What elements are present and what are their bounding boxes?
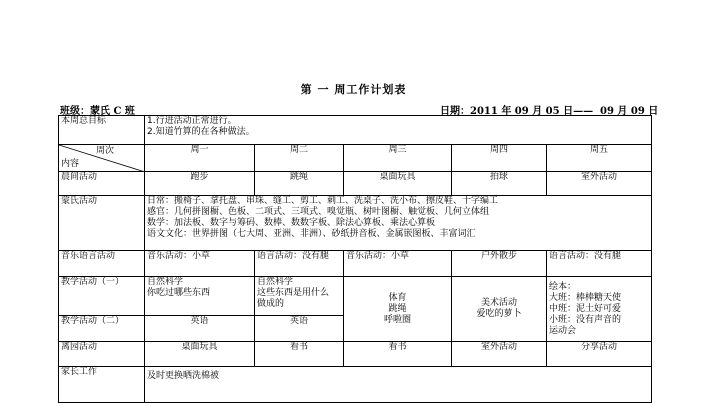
edu-wed-line: 体育 bbox=[388, 292, 407, 303]
music-label: 音乐语言活动 bbox=[59, 251, 145, 277]
music-row bbox=[59, 251, 652, 277]
day-wed: 周三 bbox=[344, 145, 452, 172]
edu1-tue-line: 自然科学 bbox=[257, 277, 294, 287]
parent-row bbox=[59, 367, 652, 403]
edu-wed-line: 跳绳 bbox=[388, 303, 407, 314]
leave-mon: 桌面玩具 bbox=[145, 342, 255, 367]
edu1-row bbox=[59, 277, 652, 316]
edu-thu-line: 美术活动 bbox=[480, 298, 517, 308]
parent-content: 及时更换晒洗棉被 bbox=[145, 367, 652, 403]
montessori-line: 语文文化：世界拼图（七大周、亚洲、非洲）、砂纸拼音板、金属嵌图板、丰富词汇 bbox=[147, 229, 476, 239]
morning-thu: 拍球 bbox=[452, 172, 547, 196]
day-tue: 周二 bbox=[255, 145, 344, 172]
edu2-label: 教学活动（二） bbox=[59, 316, 145, 342]
morning-label: 晨间活动 bbox=[59, 172, 145, 196]
leave-fri: 分享活动 bbox=[547, 342, 652, 367]
class-label: 班级：蒙氏 C 班 bbox=[60, 106, 135, 117]
page-title: 第 一 周工作计划表 bbox=[300, 83, 407, 96]
leave-tue: 看书 bbox=[255, 342, 344, 367]
edu-fri-line: 中班：泥土好可爱 bbox=[549, 303, 622, 314]
diag-bottom-label: 内容 bbox=[61, 159, 80, 169]
goal-content bbox=[145, 116, 652, 145]
edu-wed-line: 呼啦圈 bbox=[383, 314, 411, 325]
goal-item-1: 1.行进活动正常进行。 bbox=[147, 116, 237, 126]
goal-label: 本周总目标 bbox=[59, 116, 145, 145]
goal-row bbox=[59, 116, 652, 145]
edu-fri-line: 运动会 bbox=[549, 325, 577, 336]
edu-wed bbox=[344, 277, 452, 342]
edu1-tue bbox=[255, 277, 344, 316]
diag-top-label: 周次 bbox=[95, 146, 114, 156]
edu1-mon-line: 你吃过哪些东西 bbox=[147, 288, 211, 298]
edu-fri bbox=[547, 277, 652, 342]
parent-label: 家长工作 bbox=[59, 367, 145, 403]
music-wed: 音乐活动：小草 bbox=[344, 251, 452, 277]
morning-mon: 跑步 bbox=[145, 172, 255, 196]
edu2-mon: 英语 bbox=[145, 316, 255, 342]
morning-row bbox=[59, 172, 652, 196]
edu1-tue-line: 做成的 bbox=[257, 299, 285, 309]
header-row bbox=[59, 145, 652, 172]
edu1-mon-line: 自然科学 bbox=[147, 277, 184, 287]
edu-thu-line: 爱吃的萝卜 bbox=[476, 309, 522, 319]
montessori-line: 日常：搬椅子、拿托盘、串珠、缝工、剪工、刺工、洗桌子、洗小布、擦皮鞋、十字编工 bbox=[147, 196, 499, 206]
edu-fri-line: 小班：没有声音的 bbox=[549, 314, 622, 325]
montessori-line: 数学：加法板、数字与筹码、数棒、数数字板、除法心算板、乘法心算板 bbox=[147, 218, 436, 228]
edu1-mon bbox=[145, 277, 255, 316]
music-mon: 音乐活动：小草 bbox=[145, 251, 255, 277]
edu1-tue-line: 这些东西是用什么 bbox=[257, 288, 330, 298]
morning-fri: 室外活动 bbox=[547, 172, 652, 196]
day-thu: 周四 bbox=[452, 145, 547, 172]
diagonal-header-cell bbox=[59, 145, 145, 172]
edu2-tue: 英语 bbox=[255, 316, 344, 342]
leave-row bbox=[59, 342, 652, 367]
montessori-line: 感官：几何拼图橱、色板、二项式、三项式、嗅觉瓶、树叶图橱、触觉板、几何立体组 bbox=[147, 207, 490, 217]
morning-wed: 桌面玩具 bbox=[344, 172, 452, 196]
morning-tue: 跳绳 bbox=[255, 172, 344, 196]
leave-wed: 看书 bbox=[344, 342, 452, 367]
montessori-content bbox=[145, 196, 652, 251]
weekly-plan-table bbox=[58, 115, 652, 403]
day-fri: 周五 bbox=[547, 145, 652, 172]
day-mon: 周一 bbox=[145, 145, 255, 172]
edu-thu bbox=[452, 277, 547, 342]
music-thu: 户外散步 bbox=[452, 251, 547, 277]
date-label: 日期：2011 年 09 月 05 日—— 09 月 09 日 bbox=[440, 106, 659, 117]
edu-fri-line: 绘本： bbox=[549, 281, 577, 292]
leave-thu: 室外活动 bbox=[452, 342, 547, 367]
music-fri: 语言活动：没有腿 bbox=[547, 251, 652, 277]
montessori-row bbox=[59, 196, 652, 251]
edu-fri-line: 大班：棒棒糖天使 bbox=[549, 292, 622, 303]
edu1-label: 教学活动（一） bbox=[59, 277, 145, 316]
music-tue: 语言活动：没有腿 bbox=[255, 251, 344, 277]
montessori-label: 蒙氏活动 bbox=[59, 196, 145, 251]
leave-label: 离园活动 bbox=[59, 342, 145, 367]
goal-item-2: 2.知道竹算的在各种做法。 bbox=[147, 127, 255, 137]
